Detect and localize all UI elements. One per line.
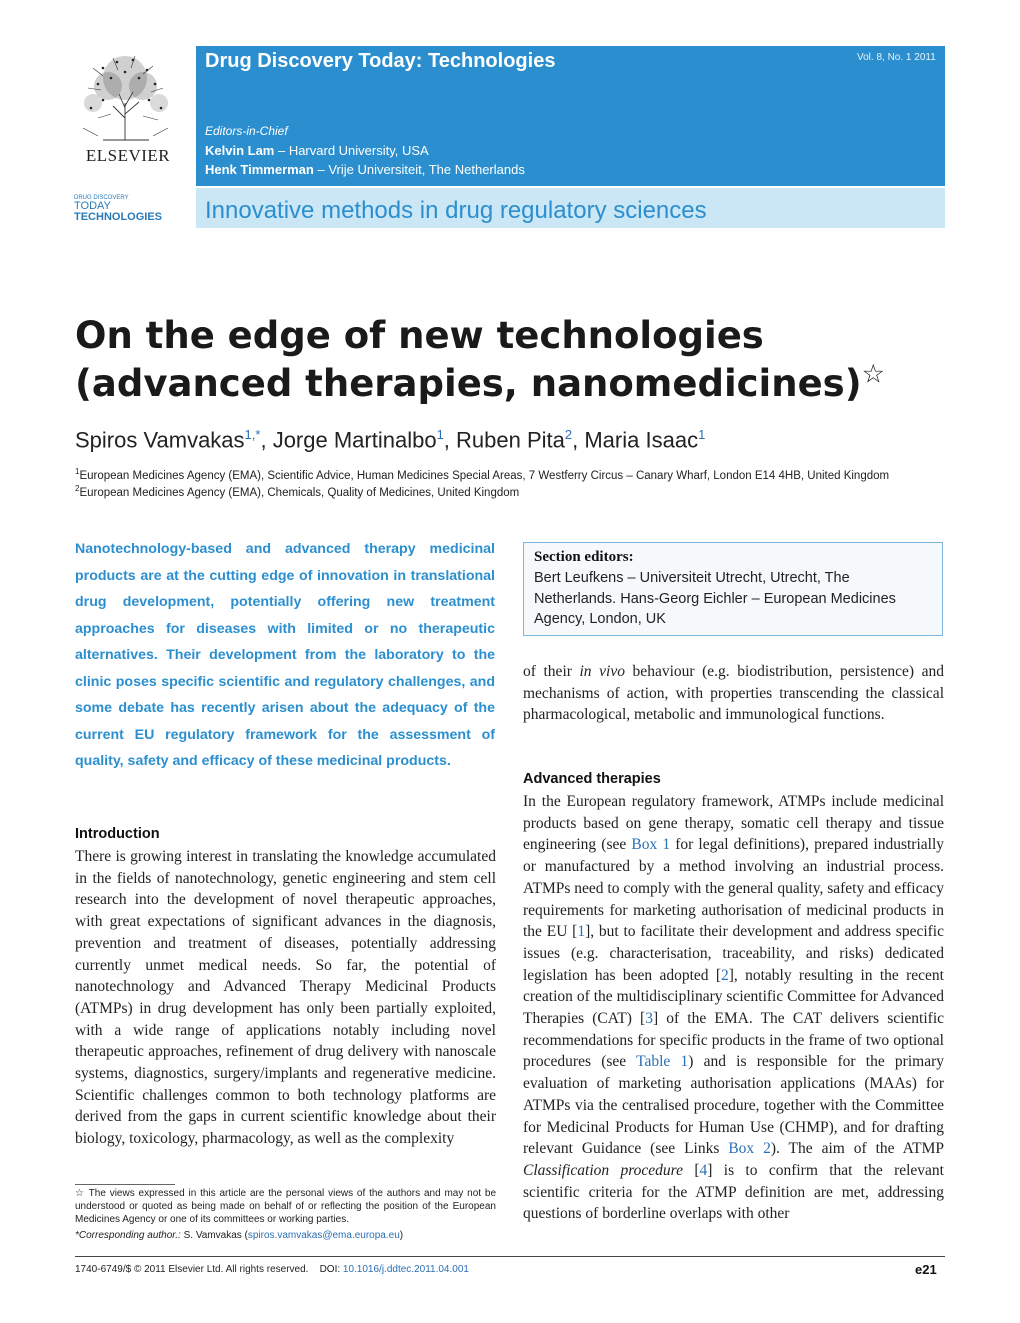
footnote-divider (75, 1184, 175, 1185)
volume-info: Vol. 8, No. 1 2011 (857, 52, 936, 63)
doi-label: DOI: (319, 1264, 343, 1275)
reference-link[interactable]: 3 (645, 1010, 653, 1028)
footnote-text: The views expressed in this article are the personal views of the authors and may not be understood or quoted as being made on behalf of or reflecting the position of the European Medicines Agency or one of its committees or working parties. (75, 1188, 497, 1225)
email-link[interactable]: spiros.vamvakas@ema.europa.eu (247, 1230, 400, 1241)
italic-text: in vivo (579, 663, 625, 680)
affiliation (75, 467, 889, 482)
editors-label: Editors-in-Chief (205, 124, 288, 138)
journal-logo-line1: DRUG DISCOVERY (74, 195, 129, 201)
affiliation-text: European Medicines Agency (EMA), Chemicals, Quality of Medicines, United Kingdom (79, 486, 520, 499)
section-editors-heading: Section editors: (534, 549, 634, 565)
editor-line (205, 162, 525, 177)
affiliation-number: 2 (75, 484, 80, 493)
author-name: Maria Isaac (584, 427, 699, 453)
journal-title: Drug Discovery Today: Technologies (205, 50, 556, 72)
abstract: Nanotechnology-based and advanced therapy medicinal products are at the cutting edge of innovation in translational drug development, potentially offering new treatment approaches for diseases with limited or no therapeutic alternatives. Their development from the laboratory to the clinic poses specific scientific and regulatory challenges, and some debate has recently arisen about the adequacy of the current EU regulatory framework for the assessment of quality, safety and efficacy of these medicinal products. (75, 541, 495, 769)
box1-link[interactable]: Box 1 (631, 836, 671, 854)
author-separator: , (443, 427, 457, 453)
journal-logo-line3: TECHNOLOGIES (74, 211, 163, 223)
text-run: ] of the EMA. The CAT delivers scientific recommendations for specific products in the frame of two optional procedures (see (523, 1010, 945, 1071)
author-affiliation-ref[interactable]: 1 (698, 427, 706, 442)
affiliation-number: 1 (75, 467, 80, 476)
author-name: Ruben Pita (456, 427, 565, 453)
text-run: behaviour (e.g. biodistribution, persistence) and mechanisms of action, with properties transcending the classical pharmacological, metabolic and immunological functions. (523, 663, 944, 724)
author-name: Spiros Vamvakas (75, 427, 245, 453)
footnote (75, 1187, 496, 1226)
footer-divider (75, 1256, 945, 1257)
text-run: ). The aim of the ATMP (770, 1140, 944, 1158)
corresponding-author (75, 1230, 403, 1241)
text-run: ], notably resulting in the recent creation of the multidisciplinary scientific Committee for Advanced Therapies (CAT) [ (523, 966, 944, 1028)
footnote-star-icon: ☆ (75, 1188, 86, 1199)
title-line-2 (75, 360, 955, 408)
journal-logo-line2: TODAY (74, 200, 111, 212)
corresponding-label: *Corresponding author.: (75, 1230, 181, 1241)
affiliation-text: European Medicines Agency (EMA), Scientific Advice, Human Medicines Special Areas, 7 Westferry Circus – Canary Wharf, London E14 4HB, United Kingdom (79, 469, 890, 482)
advanced-therapies-paragraph (523, 791, 944, 1225)
title-line-1: On the edge of new technologies (75, 314, 764, 357)
journal-logo (74, 195, 179, 223)
copyright: 1740-6749/$ © 2011 Elsevier Ltd. All rights reserved. (75, 1264, 309, 1275)
editor-affiliation: – Harvard University, USA (274, 143, 429, 158)
page-number: e21 (915, 1262, 937, 1277)
author-affiliation-ref[interactable]: 1 (436, 427, 444, 442)
text-run: ) (399, 1230, 404, 1241)
introduction-heading: Introduction (75, 826, 160, 842)
author-name: Jorge Martinalbo (272, 427, 437, 453)
text-run: for legal definitions), prepared industrially or manufactured by a method involving an industrial process. ATMPs need to comply with the general quality, safety and efficacy requirements for marketing authorisation of medicinal products in the EU [ (523, 836, 945, 941)
title-footnote-star-icon[interactable]: ☆ (861, 359, 885, 390)
editor-name: Henk Timmerman (205, 162, 314, 177)
theme-title: Innovative methods in drug regulatory sciences (205, 197, 707, 224)
publisher-name: ELSEVIER (85, 146, 171, 165)
article-title (75, 312, 955, 408)
footer-citation (75, 1264, 469, 1275)
text-run: S. Vamvakas ( (180, 1230, 248, 1241)
doi-link[interactable]: 10.1016/j.ddtec.2011.04.001 (342, 1264, 469, 1275)
author-separator: , (260, 427, 273, 453)
italic-text: Classification procedure (523, 1161, 684, 1179)
text-run: ], but to facilitate their development and address specific issues (e.g. characterisation, traceability, and risks) dedicated legislation has been adopted [ (523, 923, 944, 984)
table1-link[interactable]: Table 1 (636, 1053, 689, 1071)
reference-link[interactable]: 1 (577, 923, 586, 941)
authors (75, 427, 705, 453)
editor-name: Kelvin Lam (205, 143, 275, 158)
text-run: ] is to confirm that the relevant scientific criteria for the ATMP definition are met, addressing questions of borderline overlaps with other (523, 1161, 944, 1223)
title-line-2-text: (advanced therapies, nanomedicines) (75, 362, 862, 405)
corresponding-mark[interactable]: ,* (251, 427, 261, 442)
advanced-therapies-heading: Advanced therapies (523, 771, 661, 787)
author-separator: , (572, 427, 585, 453)
reference-link[interactable]: 2 (721, 966, 729, 984)
editor-affiliation: – Vrije Universiteit, The Netherlands (313, 162, 525, 177)
author-affiliation-ref[interactable]: 1 (244, 427, 252, 442)
text-run: of their (523, 663, 580, 680)
box2-link[interactable]: Box 2 (728, 1140, 771, 1158)
reference-link[interactable]: 4 (699, 1161, 708, 1179)
text-run: In the European regulatory framework, ATMPs include medicinal products based on gene therapy, somatic cell therapy and tissue engineering (see (523, 793, 944, 854)
editor-line (205, 143, 429, 158)
author-affiliation-ref[interactable]: 2 (564, 427, 573, 442)
affiliation (75, 484, 519, 499)
text-run: ) and is responsible for the primary evaluation of marketing authorisation applications (MAAs) for ATMPs via the centralised procedure, together with the Committee for Medicinal Products for Human Use (CHMP), and for drafting relevant Guidance (see Links (523, 1053, 944, 1158)
introduction-paragraph: There is growing interest in translating the knowledge accumulated in the fields of nanotechnology, genetic engineering and stem cell research into the development of novel therapeutic approaches, with great expectations of significant advances in the diagnosis, prevention and treatment of diseases, potentially addressing currently unmet medical needs. So far, the potential of nanotechnology and Advanced Therapy Medicinal Products (ATMPs) in drug development has only been partially exploited, with a wide range of applications notably including novel therapeutic approaches, refinement of drug delivery with nanoscale systems, diagnostics, surgery/implants and regenerative medicine. Scientific challenges common to both technology platforms are derived from the gaps in current scientific knowledge about their biology, toxicology, pharmacology, as well as the complexity (75, 848, 496, 1148)
section-editors-text: Bert Leufkens – Universiteit Utrecht, Utrecht, The Netherlands. Hans-Georg Eichler – European Medicines Agency, London, UK (534, 570, 896, 627)
text-run: [ (683, 1161, 700, 1179)
continued-paragraph (523, 661, 944, 726)
